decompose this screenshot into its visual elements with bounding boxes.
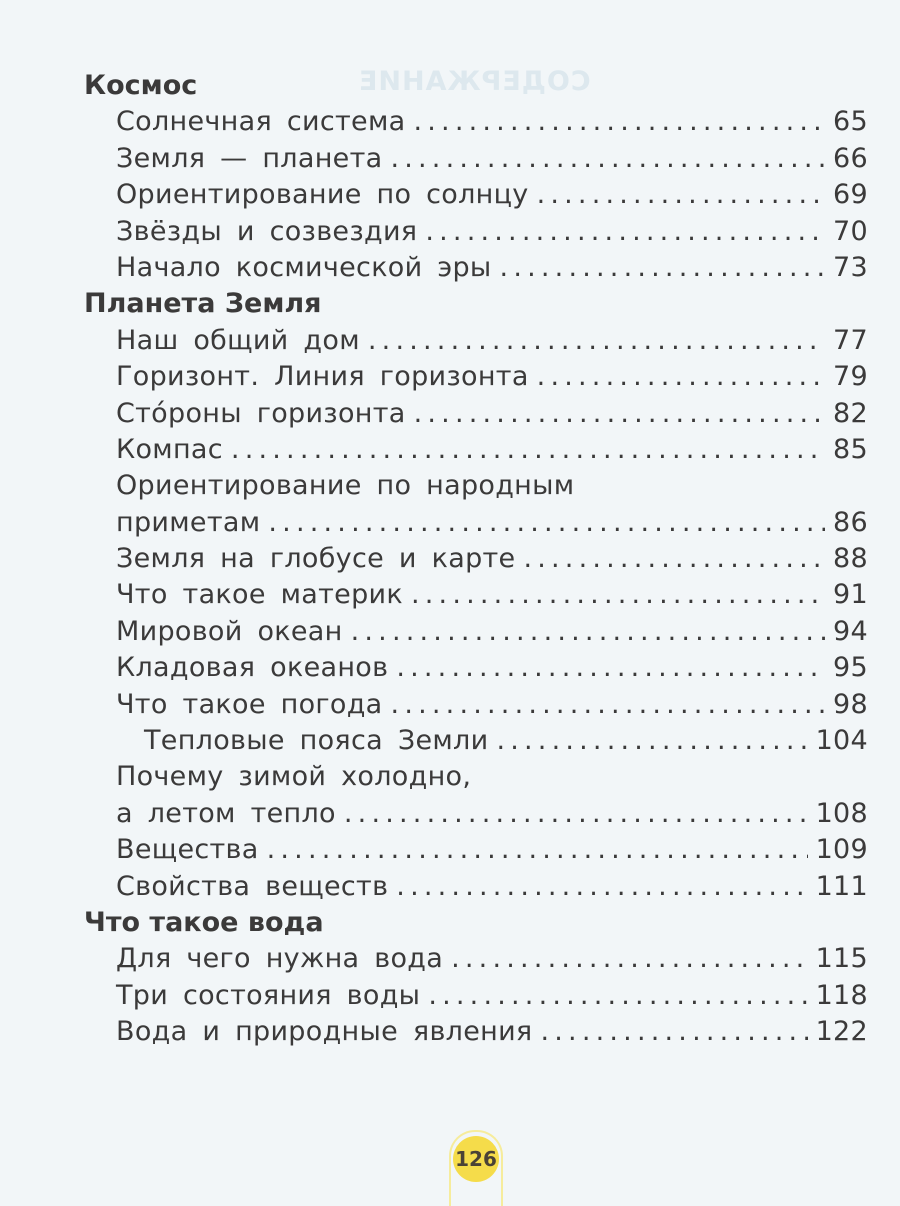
entry-page: 111 — [815, 870, 868, 902]
dot-leader — [537, 177, 825, 213]
toc-entry — [84, 978, 868, 1014]
page-number: 126 — [453, 1136, 499, 1182]
section-heading: Планета Земля — [84, 288, 322, 320]
entry-title: Горизонт. Линия горизонта — [116, 361, 529, 393]
dot-leader — [537, 359, 825, 395]
toc-entry — [84, 941, 868, 977]
entry-title: Тепловые пояса Земли — [144, 725, 489, 757]
dot-leader — [414, 396, 825, 432]
dot-leader — [267, 832, 808, 868]
entry-title: Для чего нужна вода — [116, 943, 444, 975]
entry-title: Компас — [116, 433, 223, 465]
dot-leader — [523, 541, 825, 577]
entry-title-continuation: приметам — [116, 506, 261, 538]
entry-title: Три состояния воды — [116, 979, 421, 1011]
entry-title: Земля на глобусе и карте — [116, 543, 516, 575]
section-heading: Что такое вода — [84, 906, 324, 938]
dot-leader — [351, 614, 825, 650]
entry-page: 122 — [815, 1016, 868, 1048]
entry-page: 108 — [815, 797, 868, 829]
dot-leader — [391, 687, 826, 723]
entry-title: Ориентирование по солнцу — [116, 179, 529, 211]
dot-leader — [344, 796, 808, 832]
toc-entry — [84, 104, 868, 140]
entry-title: Свойства веществ — [116, 870, 389, 902]
dot-leader — [411, 577, 825, 613]
entry-title: Кладовая океанов — [116, 652, 389, 684]
toc-entry — [84, 577, 868, 613]
toc-entry — [84, 832, 868, 868]
dot-leader — [396, 650, 825, 686]
entry-title: Вода и природные явления — [116, 1016, 533, 1048]
toc-entry — [84, 432, 868, 468]
toc-entry — [84, 323, 868, 359]
toc-entry — [84, 141, 868, 177]
entry-page: 65 — [833, 106, 868, 138]
entry-page: 88 — [833, 543, 868, 575]
entry-title: Мировой океан — [116, 615, 343, 647]
section-heading: Космос — [84, 70, 198, 101]
entry-page: 70 — [833, 215, 868, 247]
toc-entry — [84, 869, 868, 905]
toc-entry-line — [84, 468, 868, 504]
entry-page: 109 — [815, 834, 868, 866]
dot-leader — [231, 432, 825, 468]
toc-entry — [84, 396, 868, 432]
entry-page: 94 — [833, 615, 868, 647]
entry-title: Что такое погода — [116, 688, 383, 720]
toc-entry — [84, 250, 868, 286]
toc-entry — [84, 614, 868, 650]
toc-entry — [84, 541, 868, 577]
entry-title: Сто́роны горизонта — [116, 397, 406, 429]
toc-entry-line — [84, 759, 868, 795]
toc-entry — [84, 687, 868, 723]
toc-entry — [84, 796, 868, 832]
dot-leader — [451, 941, 807, 977]
toc-entry — [84, 359, 868, 395]
toc-entry — [84, 177, 868, 213]
entry-page: 82 — [833, 397, 868, 429]
entry-page: 91 — [833, 579, 868, 611]
dot-leader — [500, 250, 825, 286]
entry-page: 115 — [815, 943, 868, 975]
table-of-contents — [84, 68, 868, 1051]
entry-title: Земля — планета — [116, 142, 383, 174]
toc-entry — [84, 723, 868, 759]
entry-title-continuation: а летом тепло — [116, 797, 336, 829]
entry-title: Начало космической эры — [116, 251, 492, 283]
dot-leader — [390, 141, 825, 177]
dot-leader — [396, 869, 807, 905]
mirrored-bleedthrough-heading: СОДЕРЖАНИЕ — [358, 66, 591, 97]
entry-page: 69 — [833, 179, 868, 211]
entry-page: 85 — [833, 433, 868, 465]
dot-leader — [428, 978, 807, 1014]
dot-leader — [540, 1014, 807, 1050]
toc-entry — [84, 505, 868, 541]
entry-title: Наш общий дом — [116, 324, 360, 356]
toc-entry — [84, 214, 868, 250]
entry-title: Почему зимой холодно, — [116, 761, 472, 793]
dot-leader — [496, 723, 807, 759]
dot-leader — [413, 104, 825, 140]
entry-title: Ориентирование по народным — [116, 470, 575, 502]
page-number-tab — [449, 1130, 503, 1206]
entry-page: 86 — [833, 506, 868, 538]
entry-page: 73 — [833, 251, 868, 283]
dot-leader — [368, 323, 825, 359]
toc-entry — [84, 650, 868, 686]
entry-page: 95 — [833, 652, 868, 684]
entry-page: 118 — [815, 979, 868, 1011]
entry-title: Что такое материк — [116, 579, 403, 611]
entry-page: 77 — [833, 324, 868, 356]
dot-leader — [268, 505, 825, 541]
entry-page: 66 — [833, 142, 868, 174]
entry-page: 104 — [815, 725, 868, 757]
entry-page: 98 — [833, 688, 868, 720]
entry-title: Вещества — [116, 834, 259, 866]
dot-leader — [425, 214, 825, 250]
entry-page: 79 — [833, 361, 868, 393]
entry-title: Солнечная система — [116, 106, 406, 138]
entry-title: Звёзды и созвездия — [116, 215, 418, 247]
toc-entry — [84, 1014, 868, 1050]
